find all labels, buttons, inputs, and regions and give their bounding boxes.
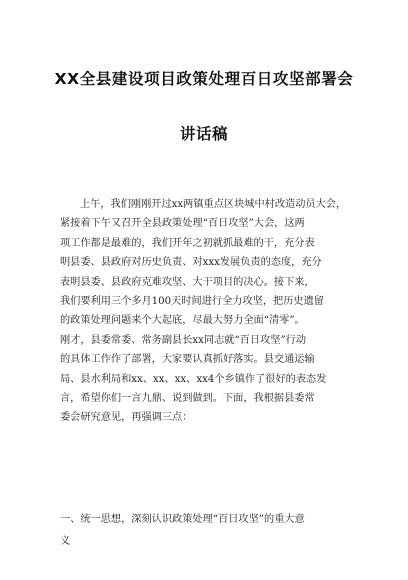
paragraph-line: 言，希望你们一言九鼎、说到做到。下面，我根据县委常: [60, 392, 315, 404]
paragraph-line: 我们要利用三个多月100天时间进行全力攻坚，把历史遗留: [60, 295, 324, 307]
paragraph-line: 的政策处理问题来个大起底，尽最大努力全面“清零”。: [60, 315, 305, 327]
paragraph-line: 上午，我们刚刚开过xx两镇重点区块城中村改造动员大会，: [80, 199, 347, 210]
section-heading-line: 义: [60, 536, 71, 547]
paragraph-line: 明县委、县政府对历史负责、对xxx发展负责的态度，充分: [60, 257, 322, 269]
speech-paragraph: [60, 195, 360, 428]
paragraph-line: 刚才，县委常委、常务副县长xx同志就“百日攻坚”行动: [60, 334, 307, 346]
paragraph-line: 局、县水利局和xx、xx、xx、xx4个乡镇作了很好的表态发: [60, 373, 327, 385]
paragraph-line: 紧接着下午又召开全县政策处理“百日攻坚”大会，这两: [60, 218, 305, 230]
paragraph-line: 表明县委、县政府克难攻坚、大干项目的决心。接下来，: [60, 276, 315, 288]
section-heading-line: 一、统一思想，深刻认识政策处理“百日攻坚”的重大意: [60, 514, 305, 525]
document-subtitle: 讲话稿: [179, 125, 229, 143]
paragraph-line: 委会研究意见，再强调三点：: [60, 412, 193, 424]
paragraph-line: 的具体工作作了部署，大家要认真抓好落实。县交通运输: [60, 354, 315, 366]
paragraph-line: 项工作都是最难的，我们开年之初就抓最难的干，充分表: [60, 237, 315, 249]
document-title: XX全县建设项目政策处理百日攻坚部署会: [54, 70, 354, 88]
section-heading: [60, 509, 360, 553]
